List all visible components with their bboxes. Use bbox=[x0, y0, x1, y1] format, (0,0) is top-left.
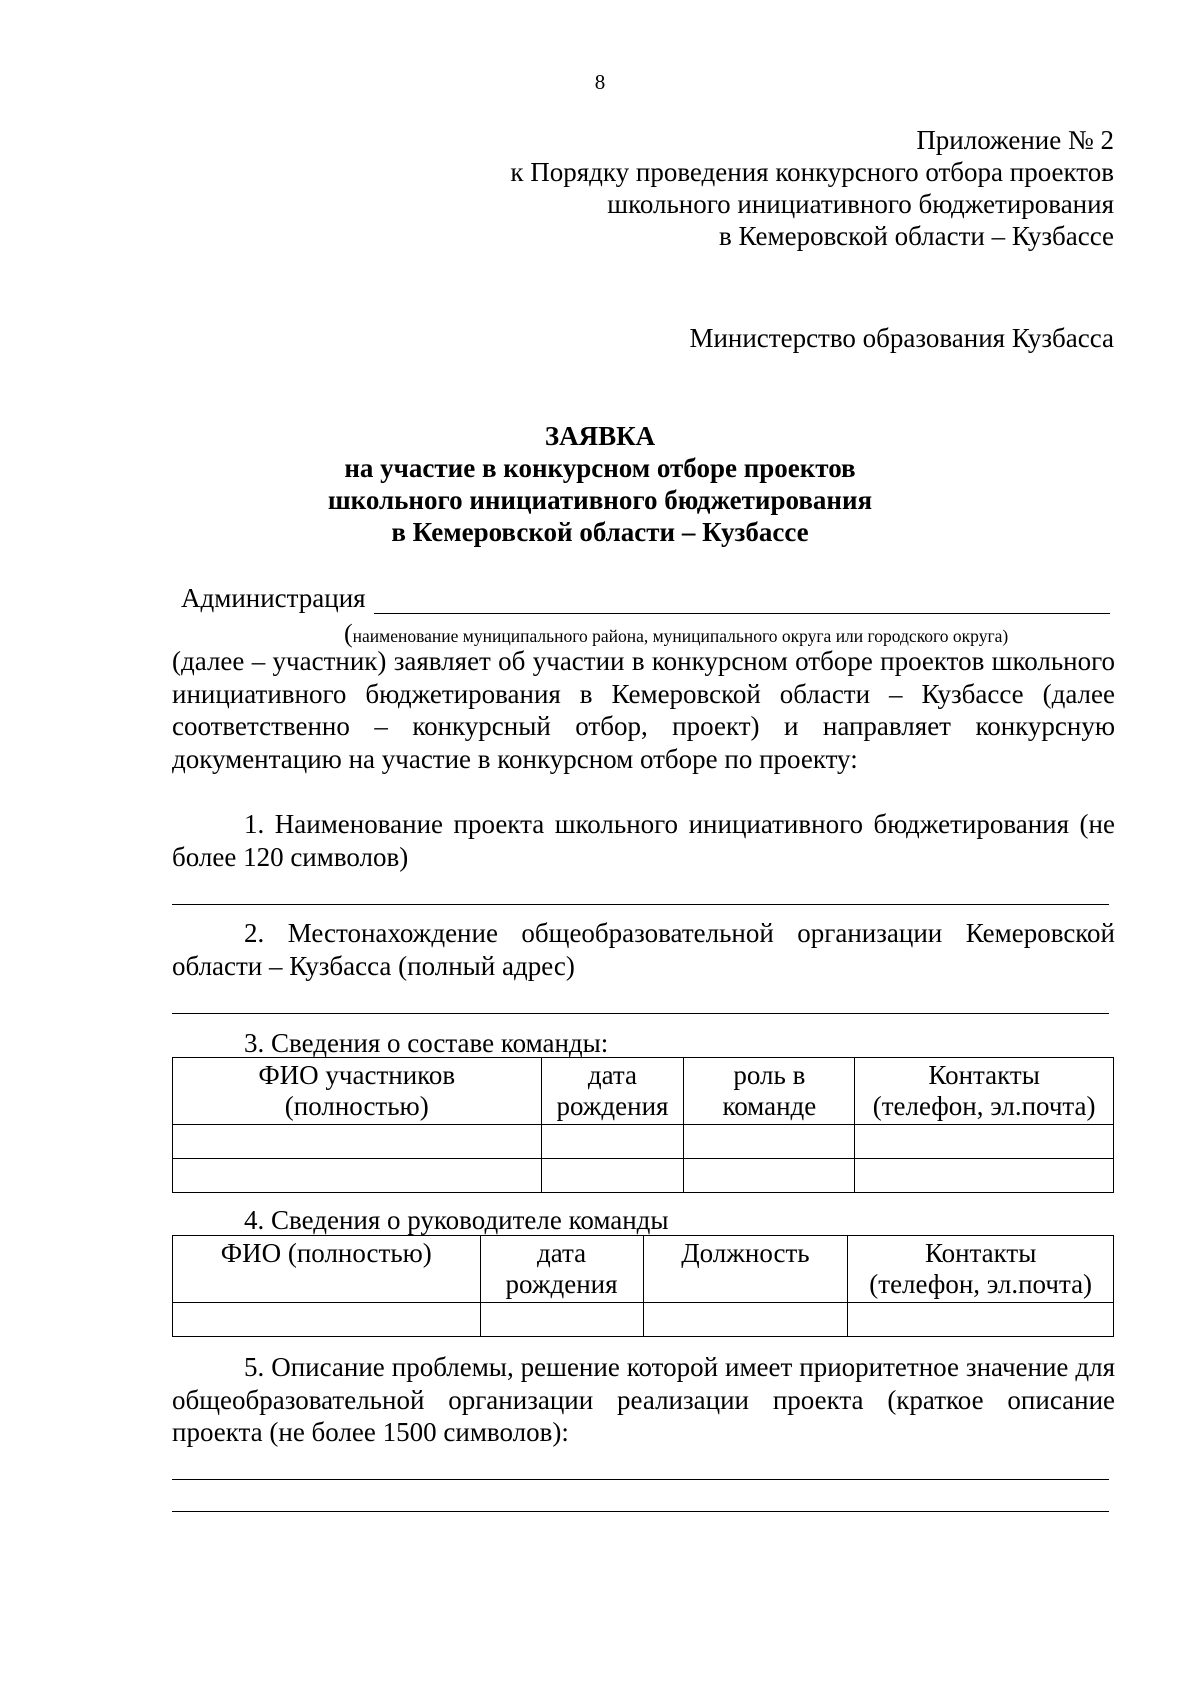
team-header-name-l1: ФИО участников bbox=[258, 1060, 456, 1090]
team-header-contacts-l1: Контакты bbox=[928, 1060, 1040, 1090]
appendix-header bbox=[510, 124, 1114, 252]
team-header-name bbox=[173, 1058, 542, 1125]
document-title bbox=[0, 420, 1200, 548]
table-cell[interactable] bbox=[848, 1303, 1114, 1337]
table-cell[interactable] bbox=[855, 1159, 1114, 1193]
page-number: 8 bbox=[594, 70, 606, 94]
table-row bbox=[173, 1159, 1114, 1193]
leader-header-name-l1: ФИО (полностью) bbox=[220, 1238, 432, 1268]
admin-caption-text: наименование муниципального района, муниципального округа или городского округа) bbox=[352, 626, 1009, 646]
leader-header-birth-l2: рождения bbox=[505, 1269, 618, 1299]
leader-header-position-l1: Должность bbox=[681, 1238, 810, 1268]
leader-header-contacts bbox=[848, 1236, 1114, 1303]
item-1-fill-line[interactable] bbox=[172, 904, 1109, 905]
team-header-birth bbox=[541, 1058, 684, 1125]
appendix-line-4: в Кемеровской области – Кузбассе bbox=[719, 221, 1114, 251]
item-5-fill-line-2[interactable] bbox=[172, 1511, 1109, 1512]
leader-header-contacts-l1: Контакты bbox=[924, 1238, 1037, 1268]
team-header-contacts-l2: (телефон, эл.почта) bbox=[872, 1091, 1096, 1121]
item-5-text: 5. Описание проблемы, решение которой имеет приоритетное значение для общеобразовательной организации реализации проекта (краткое описание проекта (не более 1500 символов): bbox=[172, 1352, 1115, 1447]
table-cell[interactable] bbox=[480, 1303, 643, 1337]
table-cell[interactable] bbox=[643, 1303, 848, 1337]
appendix-line-3: школьного инициативного бюджетирования bbox=[607, 189, 1114, 219]
team-header-birth-l2: рождения bbox=[556, 1091, 669, 1121]
table-cell[interactable] bbox=[173, 1159, 542, 1193]
title-line-4: в Кемеровской области – Кузбассе bbox=[391, 517, 809, 547]
leader-header-contacts-l2: (телефон, эл.почта) bbox=[869, 1269, 1093, 1299]
leader-table-header bbox=[173, 1236, 1114, 1303]
title-line-2: на участие в конкурсном отборе проектов bbox=[344, 453, 856, 483]
table-cell[interactable] bbox=[855, 1125, 1114, 1159]
appendix-line-1: Приложение № 2 bbox=[916, 125, 1114, 155]
leader-header-birth bbox=[480, 1236, 643, 1303]
team-header-name-l2: (полностью) bbox=[284, 1091, 429, 1121]
team-header-role-l1: роль в bbox=[733, 1060, 806, 1090]
table-cell[interactable] bbox=[684, 1125, 855, 1159]
title-line-1: ЗАЯВКА bbox=[544, 421, 656, 451]
table-cell[interactable] bbox=[541, 1125, 684, 1159]
team-header-contacts bbox=[855, 1058, 1114, 1125]
leader-header-birth-l1: дата bbox=[536, 1238, 587, 1268]
table-cell[interactable] bbox=[684, 1159, 855, 1193]
team-table bbox=[172, 1057, 1114, 1193]
item-5-fill-line-1[interactable] bbox=[172, 1479, 1109, 1480]
leader-header-name bbox=[173, 1236, 481, 1303]
item-1-text: 1. Наименование проекта школьного инициативного бюджетирования (не более 120 символов) bbox=[172, 809, 1115, 872]
table-cell[interactable] bbox=[173, 1303, 481, 1337]
admin-fill-line[interactable] bbox=[374, 613, 1110, 614]
team-table-header bbox=[173, 1058, 1114, 1125]
admin-caption-paren: ( bbox=[344, 619, 353, 648]
item-2-fill-line[interactable] bbox=[172, 1013, 1109, 1014]
item-2-text: 2. Местонахождение общеобразовательной организации Кемеровской области – Кузбасса (полный адрес) bbox=[172, 918, 1115, 981]
title-line-3: школьного инициативного бюджетирования bbox=[327, 485, 873, 515]
team-header-birth-l1: дата bbox=[587, 1060, 638, 1090]
team-header-role bbox=[684, 1058, 855, 1125]
addressee: Министерство образования Кузбасса bbox=[689, 323, 1114, 353]
leader-header-position bbox=[643, 1236, 848, 1303]
table-row bbox=[173, 1303, 1114, 1337]
table-cell[interactable] bbox=[541, 1159, 684, 1193]
table-cell[interactable] bbox=[173, 1125, 542, 1159]
admin-label: Администрация bbox=[181, 583, 366, 613]
appendix-line-2: к Порядку проведения конкурсного отбора проектов bbox=[510, 157, 1114, 187]
item-4-title: 4. Сведения о руководителе команды bbox=[244, 1205, 669, 1235]
item-3-title: 3. Сведения о составе команды: bbox=[244, 1028, 609, 1058]
team-header-role-l2: команде bbox=[722, 1091, 817, 1121]
intro-paragraph: (далее – участник) заявляет об участии в конкурсном отборе проектов школьного инициативного бюджетирования в Кемеровской области – Кузбассе (далее соответственно – конкурсный отбор, проект) и направляет конкурсную документацию на участие в конкурсном отборе по проекту: bbox=[172, 646, 1115, 774]
table-row bbox=[173, 1125, 1114, 1159]
leader-table bbox=[172, 1235, 1114, 1337]
